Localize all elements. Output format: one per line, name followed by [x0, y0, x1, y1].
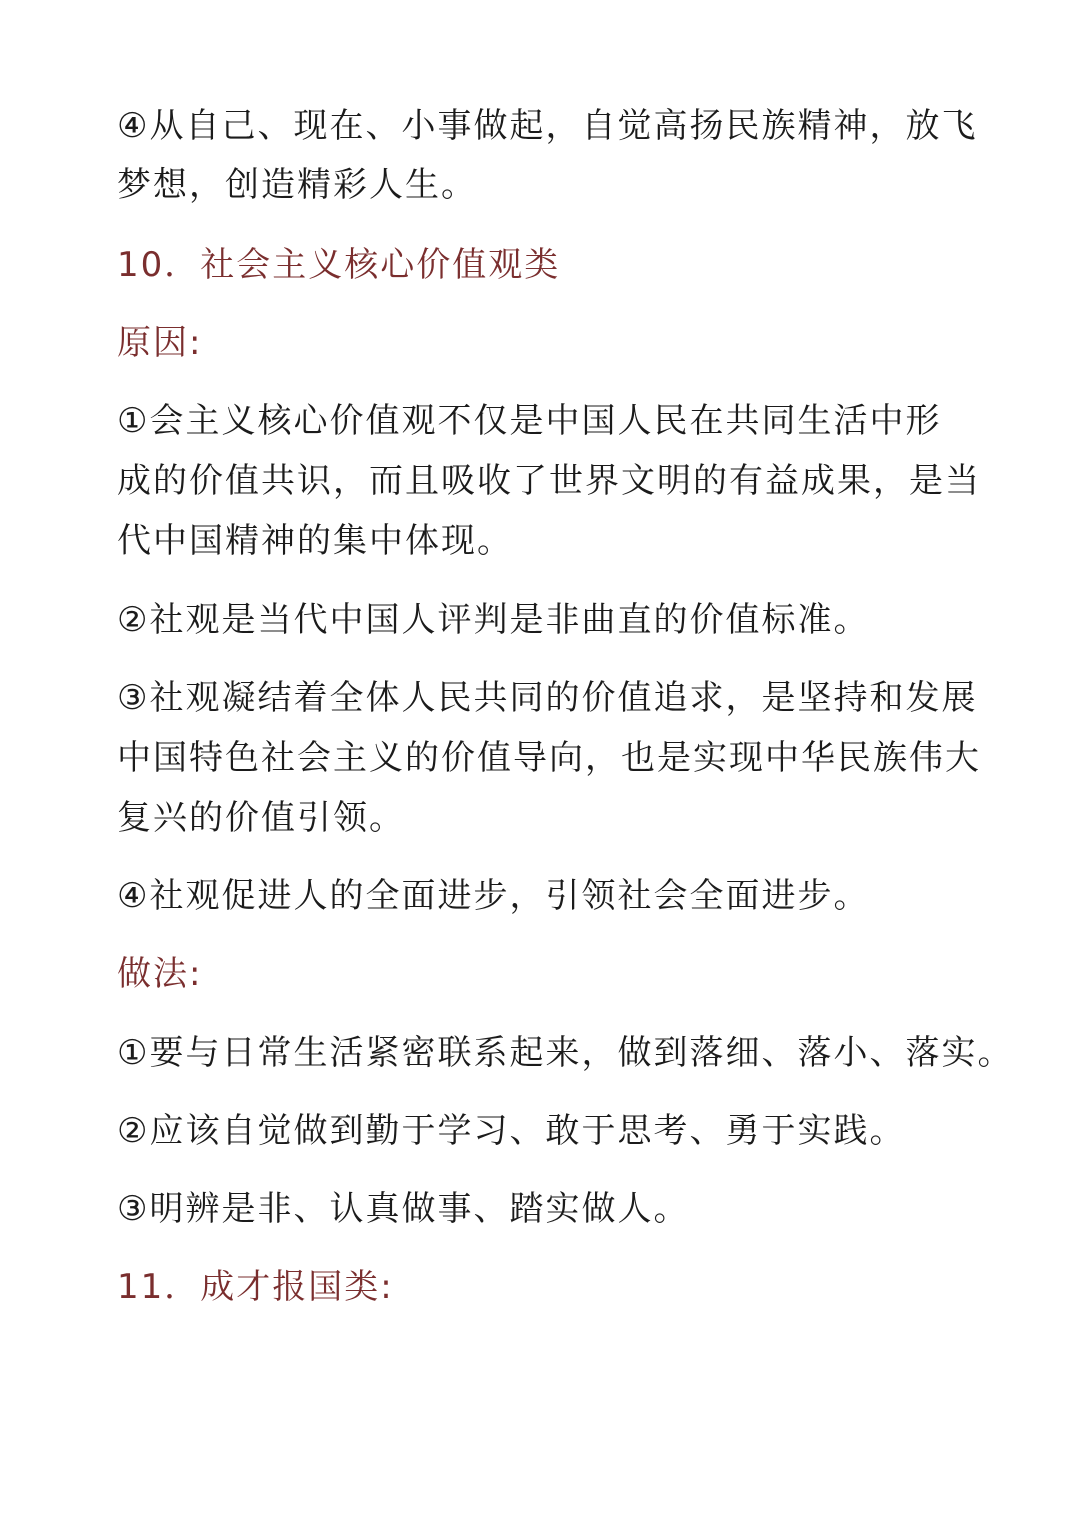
section10-method3: ③明辨是非、认真做事、踏实做人。 — [117, 1189, 690, 1229]
section10-reason3-line1: ③社观凝结着全体人民共同的价值追求，是坚持和发展 — [117, 678, 978, 718]
section10-reason1-line2: 成的价值共识，而且吸收了世界文明的有益成果，是当 — [117, 461, 981, 501]
section10-title: 10．社会主义核心价值观类 — [117, 245, 561, 285]
section10-methods-label: 做法: — [117, 954, 203, 994]
section10-method2: ②应该自觉做到勤于学习、敢于思考、勇于实践。 — [117, 1111, 906, 1151]
section10-reason3-line2: 中国特色社会主义的价值导向，也是实现中华民族伟大 — [117, 738, 981, 778]
section10-reason3-line3: 复兴的价值引领。 — [117, 798, 405, 838]
section9-item4-line1: ④从自己、现在、小事做起，自觉高扬民族精神，放飞 — [117, 106, 978, 146]
section10-reason2: ②社观是当代中国人评判是非曲直的价值标准。 — [117, 600, 870, 640]
section10-reasons-label: 原因: — [117, 323, 203, 363]
section10-reason1-line3: 代中国精神的集中体现。 — [117, 521, 513, 561]
section11-title: 11．成才报国类: — [117, 1267, 394, 1307]
section10-reason1-line1: ①会主义核心价值观不仅是中国人民在共同生活中形 — [117, 401, 942, 441]
section9-item4-line2: 梦想，创造精彩人生。 — [117, 165, 477, 205]
section10-reason4: ④社观促进人的全面进步，引领社会全面进步。 — [117, 876, 870, 916]
section10-method1: ①要与日常生活紧密联系起来，做到落细、落小、落实。 — [117, 1033, 1014, 1073]
